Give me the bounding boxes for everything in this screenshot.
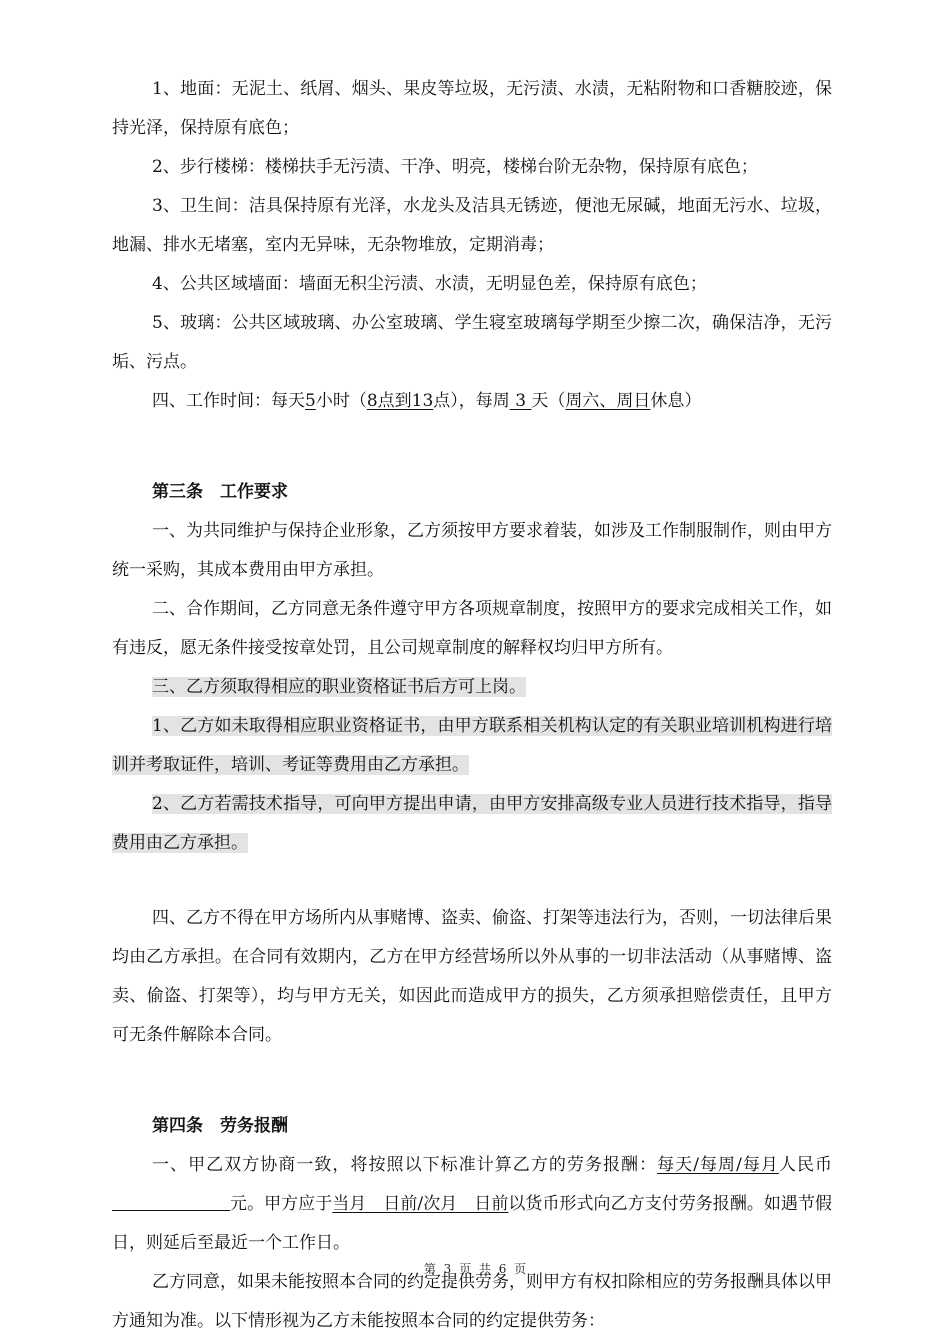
pay-period-options: 每天/每周/每月 — [657, 1155, 779, 1175]
article-3-clause-3-2: 2、乙方若需技术指导，可向甲方提出申请，由甲方安排高级专业人员进行技术指导，指导费用由乙方承担。 — [112, 794, 832, 853]
spacer — [112, 863, 832, 899]
work-time-clause: 四、工作时间：每天5小时（8点到13点），每周 3 天（周六、周日休息） — [152, 391, 702, 411]
article-3-clause-3: 三、乙方须取得相应的职业资格证书后方可上岗。 — [152, 677, 526, 697]
spacer — [112, 1055, 832, 1091]
work-end-value: 13 — [411, 391, 434, 411]
article-4-clause-2: 乙方同意，如果未能按照本合同的约定提供劳务，则甲方有权扣除相应的劳务报酬具体以甲方通知为准。以下情形视为乙方未能按照本合同的约定提供劳务： — [112, 1272, 832, 1331]
work-hours-value: 5 — [305, 391, 316, 411]
clean-item-glass: 5、玻璃：公共区域玻璃、办公室玻璃、学生寝室玻璃每学期至少擦二次，确保洁净，无污垢、污点。 — [112, 313, 832, 372]
clean-item-floor: 1、地面：无泥土、纸屑、烟头、果皮等垃圾，无污渍、水渍，无粘附物和口香糖胶迹，保持光泽，保持原有底色； — [112, 79, 832, 138]
article-3-clause-4: 四、乙方不得在甲方场所内从事赌博、盗卖、偷盗、打架等违法行为，否则，一切法律后果均由乙方承担。在合同有效期内，乙方在甲方经营场所以外从事的一切非法活动（从事赌博、盗卖、偷盗、打架等），均与甲方无关，如因此而造成甲方的损失，乙方须承担赔偿责任，且甲方可无条件解除本合同。 — [112, 908, 832, 1045]
page-number-footer: 第 3 页 共 6 页 — [423, 1262, 527, 1276]
article-3-clause-2: 二、合作期间，乙方同意无条件遵守甲方各项规章制度，按照甲方的要求完成相关工作，如有违反，愿无条件接受按章处罚，且公司规章制度的解释权均归甲方所有。 — [112, 599, 832, 658]
work-days-value: 3 — [509, 391, 532, 411]
article-4-clause-1: 一、甲乙双方协商一致，将按照以下标准计算乙方的劳务报酬：每天/每周/每月人民币元。甲方应于当月 日前/次月 日前以货币形式向乙方支付劳务报酬。如遇节假日，则延后至最近一个工作日。 — [112, 1155, 833, 1253]
rest-days-value: 周六、周日 — [565, 391, 651, 411]
article-3-title: 第三条 工作要求 — [152, 482, 288, 502]
clean-item-restroom: 3、卫生间：洁具保持原有光泽，水龙头及洁具无锈迹，便池无尿碱，地面无污水、垃圾，地漏、排水无堵塞，室内无异味，无杂物堆放，定期消毒； — [112, 196, 832, 255]
article-3-clause-1: 一、为共同维护与保持企业形象，乙方须按甲方要求着装，如涉及工作制服制作，则由甲方统一采购，其成本费用由甲方承担。 — [112, 521, 832, 580]
amount-blank — [112, 1192, 230, 1211]
spacer — [112, 421, 832, 457]
pay-due-options: 当月 日前/次月 日前 — [332, 1194, 509, 1214]
clean-item-stairs: 2、步行楼梯：楼梯扶手无污渍、干净、明亮，楼梯台阶无杂物，保持原有底色； — [152, 157, 758, 177]
document-body — [112, 70, 832, 1341]
article-3-clause-3-1: 1、乙方如未取得相应职业资格证书，由甲方联系相关机构认定的有关职业培训机构进行培训并考取证件，培训、考证等费用由乙方承担。 — [112, 716, 832, 775]
work-start-value: 8 — [366, 391, 378, 411]
clean-item-walls: 4、公共区域墙面：墙面无积尘污渍、水渍，无明显色差，保持原有底色； — [152, 274, 707, 294]
article-4-title: 第四条 劳务报酬 — [152, 1116, 288, 1136]
